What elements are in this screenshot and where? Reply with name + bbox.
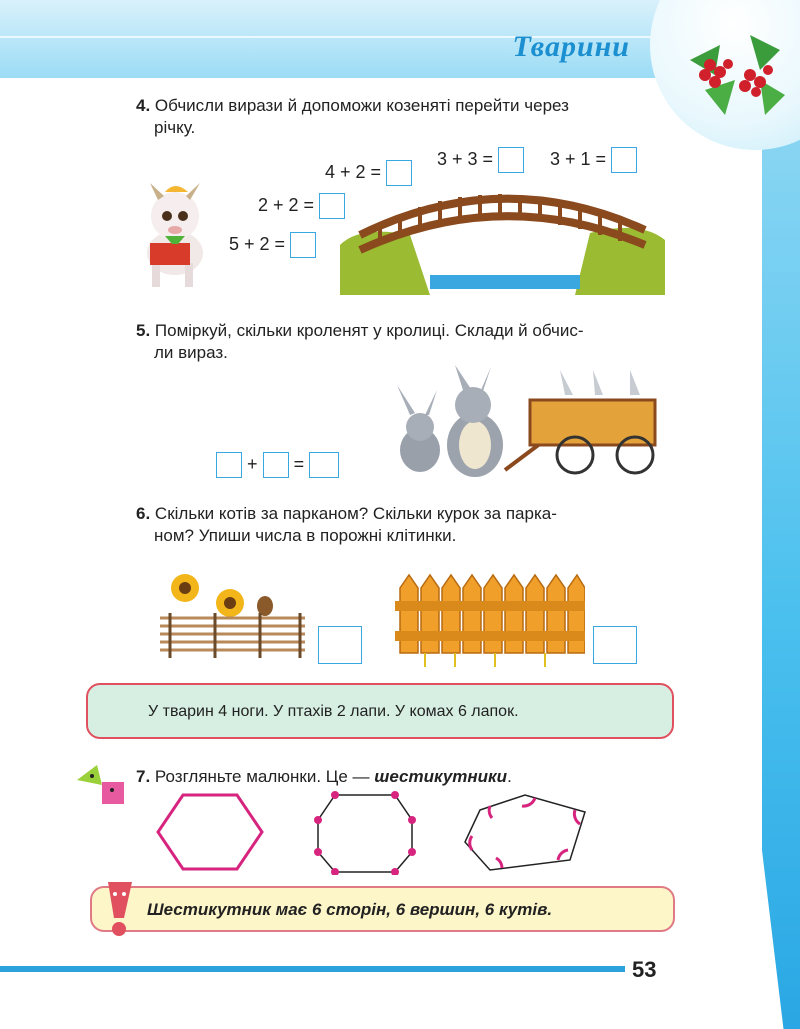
task4-line1: Обчисли вирази й допоможи козеняті перейти через (154, 96, 569, 115)
shapes-mascot-icon (72, 760, 130, 810)
task5-text (136, 320, 676, 364)
expression-2plus2: 2 + 2 = (258, 193, 345, 219)
chickens-answer-box[interactable] (593, 626, 637, 664)
task4-line2: річку. (154, 118, 196, 137)
task6-line2: ном? Упиши числа в порожні клітинки. (154, 526, 457, 545)
goat-illustration (130, 178, 220, 290)
task6-number: 6. (136, 504, 151, 523)
answer-box[interactable] (309, 452, 339, 478)
info-box (86, 683, 674, 739)
task7-text (136, 766, 676, 788)
hexagon-outlined (158, 795, 262, 869)
expression-5plus2: 5 + 2 = (229, 232, 316, 258)
expression-4plus2: 4 + 2 = (325, 160, 412, 186)
section-title: Тварини (512, 30, 630, 63)
answer-box[interactable] (290, 232, 316, 258)
wattle-fence-sunflowers-illustration (155, 568, 315, 668)
task7-end: . (507, 767, 512, 786)
exclamation-icon (102, 880, 136, 938)
task4-text (136, 95, 676, 139)
hexagon-with-angles (465, 795, 585, 870)
task5-number: 5. (136, 321, 151, 340)
answer-box[interactable] (611, 147, 637, 173)
rule-box (90, 886, 675, 932)
rabbits-cart-illustration (385, 365, 665, 480)
cats-answer-box[interactable] (318, 626, 362, 664)
page-number: 53 (632, 957, 657, 982)
task6-text (136, 503, 676, 547)
hexagon-with-vertices (314, 791, 416, 875)
rule-text: Шестикутник має 6 сторін, 6 вершин, 6 кутів. (147, 900, 553, 919)
task7-number: 7. (136, 767, 151, 786)
viburnum-berries-icon (680, 20, 790, 120)
task7-plain: Розгляньте малюнки. Це — (154, 767, 375, 786)
answer-box[interactable] (263, 452, 289, 478)
info-text: У тварин 4 ноги. У птахів 2 лапи. У комах 6 лапок. (148, 703, 519, 720)
task5-line2: ли вираз. (154, 343, 228, 362)
task7-bold: шестикутники (374, 767, 508, 786)
hexagon-drawings (150, 790, 590, 875)
task5-expression: + = (216, 452, 339, 478)
task5-line1: Поміркуй, скільки кроленят у кролиці. Склади й обчис- (154, 321, 584, 340)
picket-fence-illustration (395, 573, 585, 670)
answer-box[interactable] (498, 147, 524, 173)
task4-number: 4. (136, 96, 151, 115)
task6-line1: Скільки котів за парканом? Скільки курок за парка- (154, 504, 557, 523)
answer-box[interactable] (216, 452, 242, 478)
expression-3plus1: 3 + 1 = (550, 147, 637, 173)
footer-line (0, 966, 625, 972)
expression-3plus3: 3 + 3 = (437, 147, 524, 173)
bridge-illustration (340, 175, 665, 295)
